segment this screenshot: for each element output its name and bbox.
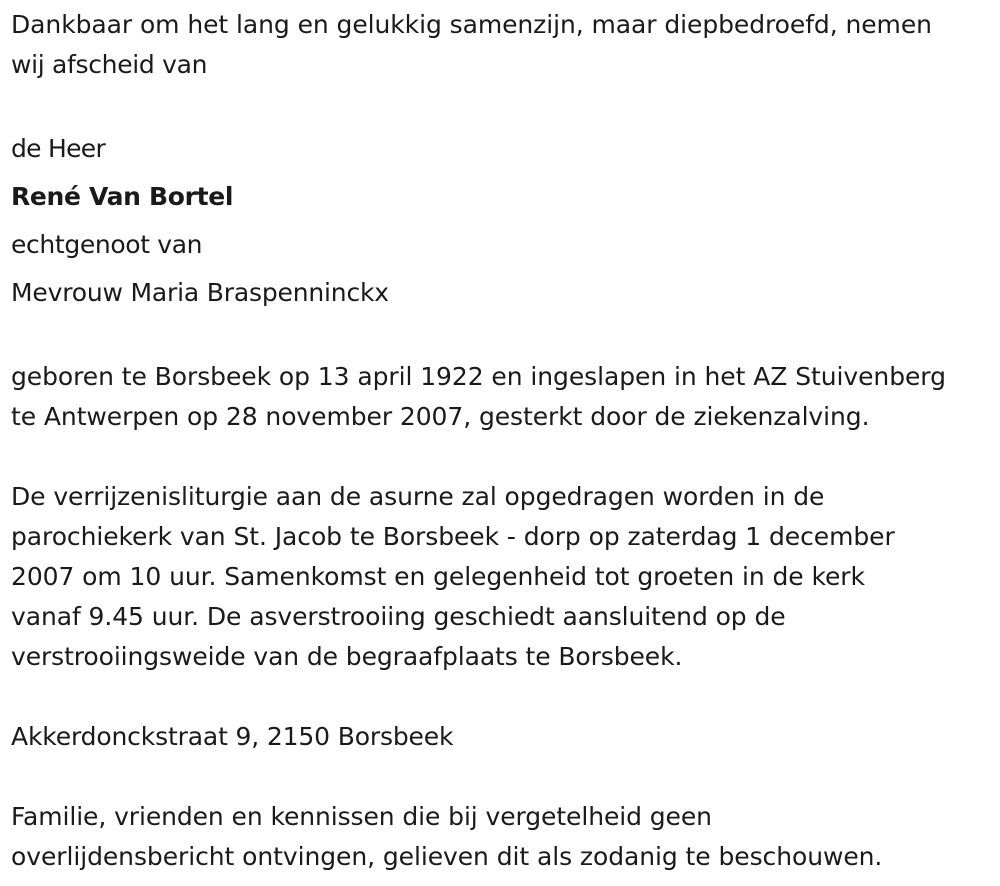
- paragraph-gap: [11, 437, 996, 477]
- closing-line: overlijdensbericht ontvingen, gelieven dit als zodanig te beschouwen.: [11, 842, 883, 871]
- deceased-name: René Van Bortel: [11, 182, 234, 211]
- intro-line: wij afscheid van: [11, 50, 208, 79]
- paragraph-gap: [11, 757, 996, 797]
- ceremony-line: parochiekerk van St. Jacob te Borsbeek - dorp op zaterdag 1 december: [11, 522, 895, 551]
- paragraph-gap: [11, 317, 996, 357]
- deceased-block: [11, 125, 996, 317]
- ceremony-line: 2007 om 10 uur. Samenkomst en gelegenheid tot groeten in de kerk: [11, 562, 865, 591]
- address-text: Akkerdonckstraat 9, 2150 Borsbeek: [11, 722, 454, 751]
- death-notice: [11, 5, 996, 877]
- birth-death-line: geboren te Borsbeek op 13 april 1922 en ingeslapen in het AZ Stuivenberg: [11, 362, 946, 391]
- address-paragraph: [11, 717, 996, 757]
- relation-label: echtgenoot van: [11, 230, 203, 259]
- intro-paragraph: [11, 5, 996, 85]
- ceremony-line: vanaf 9.45 uur. De asverstrooiing geschiedt aansluitend op de: [11, 602, 786, 631]
- birth-death-paragraph: [11, 357, 996, 437]
- paragraph-gap: [11, 677, 996, 717]
- ceremony-line: De verrijzenisliturgie aan de asurne zal opgedragen worden in de: [11, 482, 825, 511]
- ceremony-line: verstrooiingsweide van de begraafplaats te Borsbeek.: [11, 642, 683, 671]
- closing-line: Familie, vrienden en kennissen die bij vergetelheid geen: [11, 802, 712, 831]
- intro-line: Dankbaar om het lang en gelukkig samenzijn, maar diepbedroefd, nemen: [11, 10, 932, 39]
- closing-paragraph: [11, 797, 996, 877]
- paragraph-gap: [11, 85, 996, 125]
- spouse-name: Mevrouw Maria Braspenninckx: [11, 278, 389, 307]
- deceased-title: de Heer: [11, 134, 106, 163]
- ceremony-paragraph: [11, 477, 996, 677]
- birth-death-line: te Antwerpen op 28 november 2007, gesterkt door de ziekenzalving.: [11, 402, 870, 431]
